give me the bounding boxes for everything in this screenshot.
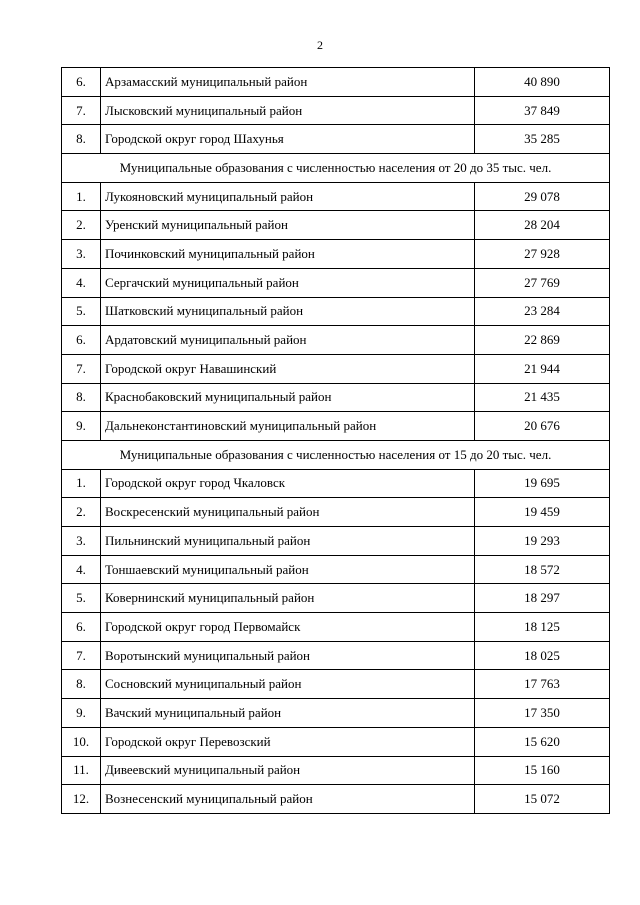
population-value: 15 072 [475,785,610,814]
row-number: 12. [62,785,101,814]
population-value: 19 459 [475,498,610,527]
row-number: 9. [62,699,101,728]
row-number: 2. [62,211,101,240]
page-number: 2 [317,38,323,52]
municipality-name: Тоншаевский муниципальный район [101,555,475,584]
table-row [62,699,610,728]
population-value: 18 025 [475,641,610,670]
row-number: 1. [62,469,101,498]
row-number: 4. [62,555,101,584]
row-number: 5. [62,584,101,613]
table-row [62,354,610,383]
municipality-name: Арзамасский муниципальный район [101,68,475,97]
row-number: 2. [62,498,101,527]
row-number: 3. [62,527,101,556]
population-value: 17 350 [475,699,610,728]
row-number: 1. [62,182,101,211]
table-row [62,297,610,326]
table-row [62,613,610,642]
section-header-row [62,154,610,183]
municipality-name: Вознесенский муниципальный район [101,785,475,814]
table-row [62,182,610,211]
table-row [62,641,610,670]
table-row [62,211,610,240]
row-number: 5. [62,297,101,326]
municipality-name: Ковернинский муниципальный район [101,584,475,613]
population-value: 22 869 [475,326,610,355]
table-row [62,670,610,699]
municipality-name: Городской округ город Шахунья [101,125,475,154]
municipality-name: Ардатовский муниципальный район [101,326,475,355]
population-value: 15 620 [475,727,610,756]
municipality-name: Дальнеконстантиновский муниципальный район [101,412,475,441]
row-number: 8. [62,670,101,699]
table-body [62,68,610,814]
municipality-name: Городской округ Навашинский [101,354,475,383]
table-row [62,555,610,584]
municipality-name: Дивеевский муниципальный район [101,756,475,785]
municipality-name: Лукояновский муниципальный район [101,182,475,211]
municipality-name: Городской округ Перевозский [101,727,475,756]
row-number: 11. [62,756,101,785]
table-row [62,469,610,498]
municipality-name: Воскресенский муниципальный район [101,498,475,527]
table-row [62,756,610,785]
population-value: 19 293 [475,527,610,556]
table-row [62,584,610,613]
municipality-name: Вачский муниципальный район [101,699,475,728]
municipality-name: Шатковский муниципальный район [101,297,475,326]
table-row [62,96,610,125]
table-row [62,326,610,355]
section-header: Муниципальные образования с численностью населения от 15 до 20 тыс. чел. [62,440,610,469]
population-value: 18 125 [475,613,610,642]
population-value: 40 890 [475,68,610,97]
section-header: Муниципальные образования с численностью населения от 20 до 35 тыс. чел. [62,154,610,183]
row-number: 4. [62,268,101,297]
municipality-name: Пильнинский муниципальный район [101,527,475,556]
section-header-row [62,440,610,469]
population-value: 35 285 [475,125,610,154]
municipality-name: Сосновский муниципальный район [101,670,475,699]
table-row [62,125,610,154]
municipality-name: Воротынский муниципальный район [101,641,475,670]
population-value: 18 297 [475,584,610,613]
municipality-name: Краснобаковский муниципальный район [101,383,475,412]
row-number: 6. [62,613,101,642]
table-row [62,785,610,814]
row-number: 7. [62,354,101,383]
population-value: 27 928 [475,240,610,269]
population-value: 21 435 [475,383,610,412]
municipality-name: Сергачский муниципальный район [101,268,475,297]
population-table [61,67,610,814]
table-row [62,727,610,756]
row-number: 6. [62,68,101,97]
population-value: 29 078 [475,182,610,211]
municipality-name: Городской округ город Чкаловск [101,469,475,498]
population-value: 18 572 [475,555,610,584]
municipality-name: Городской округ город Первомайск [101,613,475,642]
row-number: 7. [62,641,101,670]
population-value: 23 284 [475,297,610,326]
row-number: 7. [62,96,101,125]
table-row [62,268,610,297]
row-number: 6. [62,326,101,355]
row-number: 8. [62,125,101,154]
population-value: 27 769 [475,268,610,297]
table-row [62,412,610,441]
row-number: 10. [62,727,101,756]
table-row [62,527,610,556]
table-row [62,68,610,97]
population-value: 15 160 [475,756,610,785]
table-row [62,383,610,412]
municipality-name: Уренский муниципальный район [101,211,475,240]
population-value: 21 944 [475,354,610,383]
municipality-name: Лысковский муниципальный район [101,96,475,125]
row-number: 3. [62,240,101,269]
municipality-name: Починковский муниципальный район [101,240,475,269]
row-number: 9. [62,412,101,441]
population-value: 20 676 [475,412,610,441]
population-value: 28 204 [475,211,610,240]
table-row [62,498,610,527]
table-row [62,240,610,269]
population-value: 17 763 [475,670,610,699]
population-value: 37 849 [475,96,610,125]
row-number: 8. [62,383,101,412]
population-value: 19 695 [475,469,610,498]
